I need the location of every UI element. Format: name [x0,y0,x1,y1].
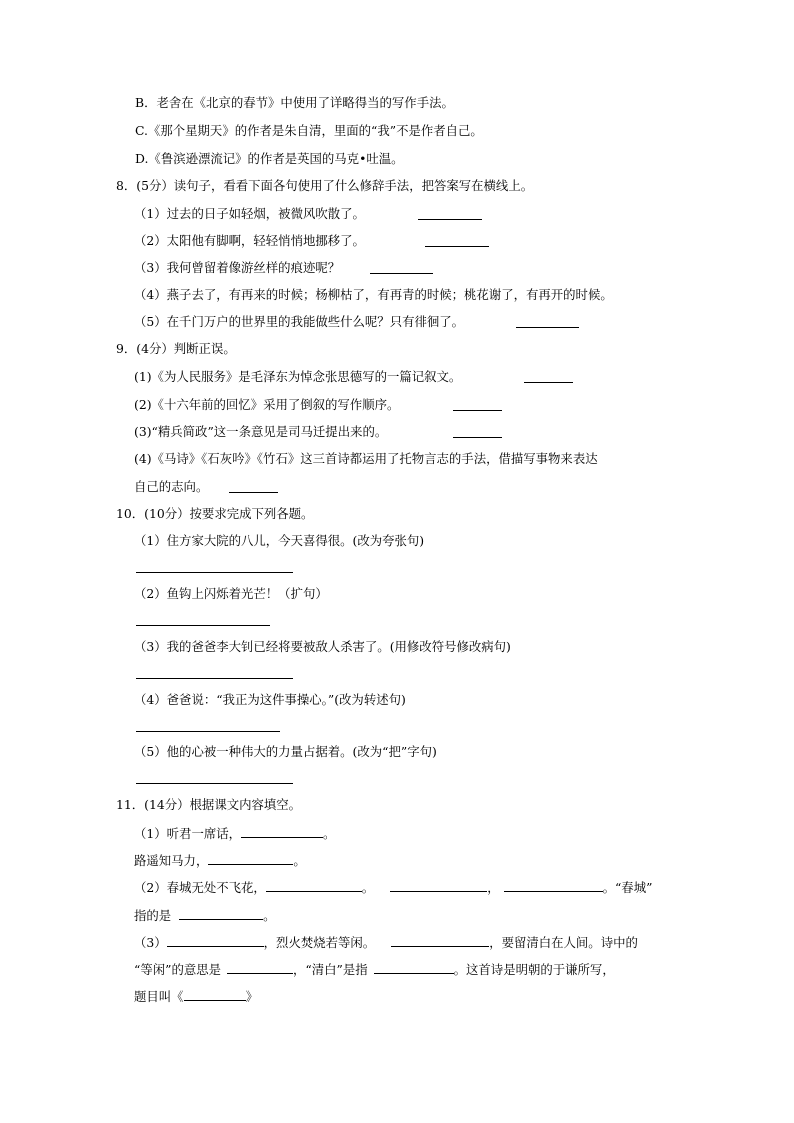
q11-text: 题目叫《 [134,989,184,1004]
q11-title: 11．(14分）根据课文内容填空。 [116,797,302,812]
q9-answer-2[interactable] [453,410,502,411]
q10-answer-2[interactable] [136,625,270,626]
q7-option-c: C.《那个星期天》的作者是朱自清，里面的“我”不是作者自己。 [135,123,483,138]
q7-option-d: D.《鲁滨逊漂流记》的作者是英国的马克•吐温。 [135,151,404,166]
q11-line-3 [134,880,652,894]
q9-item-1: (1)《为人民服务》是毛泽东为悼念张思德写的一篇记叙文。 [134,369,462,384]
q11-blank-7[interactable] [167,935,264,947]
q9-answer-3[interactable] [453,437,502,438]
q8-item-4: （4）燕子去了，有再来的时候；杨柳枯了，有再青的时候；桃花谢了，有再开的时候。 [134,287,613,302]
q11-blank-9[interactable] [227,962,293,974]
q9-answer-4[interactable] [229,492,278,493]
q9-item-2: (2)《十六年前的回忆》采用了倒叙的写作顺序。 [134,397,400,412]
q10-item-3: （3）我的爸爸李大钊已经将要被敌人杀害了。(用修改符号修改病句) [134,639,511,654]
q11-text: ，要留清白在人间。诗中的 [489,935,638,950]
q8-item-5: （5）在千门万户的世界里的我能做些什么呢？只有徘徊了。 [134,314,465,329]
q10-answer-4[interactable] [136,731,280,732]
q11-line-4 [134,908,276,922]
q11-line-6 [134,962,615,976]
q10-item-2: （2）鱼钩上闪烁着光芒！（扩句） [134,586,328,601]
q11-text: ， [487,880,500,895]
q9-item-4-cont: 自己的志向。 [134,479,209,494]
q11-text: 。这首诗是明朝的于谦所写， [453,962,615,977]
q11-text: 。 [323,826,336,841]
q11-blank-11[interactable] [184,989,246,1001]
q11-text: 。 [263,908,276,923]
q11-text: “等闲”的意思是 [134,962,222,977]
q11-text: （1）听君一席话， [134,826,242,841]
q11-blank-1[interactable] [241,826,323,838]
q11-text: 。“春城” [602,880,653,895]
q9-answer-1[interactable] [524,382,573,383]
q11-text: ，“清白”是指 [293,962,368,977]
q11-line-1 [134,826,335,840]
q8-title: 8．(5分）读句子，看看下面各句使用了什么修辞手法，把答案写在横线上。 [116,178,534,193]
q11-blank-6[interactable] [179,908,263,920]
q8-item-1: （1）过去的日子如轻烟，被微风吹散了。 [134,206,365,221]
q8-answer-2[interactable] [425,246,489,247]
q9-item-3: (3)“精兵简政”这一条意见是司马迁提出来的。 [134,424,388,439]
q11-text: 指的是 [134,908,172,923]
q8-answer-5[interactable] [516,327,579,328]
q10-title: 10．(10分）按要求完成下列各题。 [116,506,314,521]
q11-line-5 [134,935,638,949]
q7-option-b: B．老舍在《北京的春节》中使用了详略得当的写作手法。 [135,95,454,110]
q11-line-2 [134,853,306,867]
q8-answer-1[interactable] [418,219,482,220]
q11-text: ，烈火焚烧若等闲。 [263,935,376,950]
q11-text: （3） [134,935,167,950]
q11-blank-5[interactable] [504,880,603,892]
q11-blank-8[interactable] [391,935,489,947]
q9-item-4: (4)《马诗》《石灰吟》《竹石》这三首诗都运用了托物言志的手法，借描写事物来表达 [134,451,598,466]
q11-blank-4[interactable] [390,880,487,892]
q8-item-3: （3）我何曾留着像游丝样的痕迹呢？ [134,260,341,275]
q11-line-7 [134,989,258,1003]
q10-answer-3[interactable] [136,678,293,679]
q11-blank-2[interactable] [208,853,293,865]
q9-title: 9．(4分）判断正误。 [116,341,236,356]
q11-text: 。 [293,853,306,868]
q11-text: 路遥知马力， [134,853,209,868]
q10-answer-1[interactable] [136,572,293,573]
q10-item-5: （5）他的心被一种伟大的力量占据着。(改为“把”字句) [134,744,437,759]
q11-text: 。 [361,880,375,895]
q8-item-2: （2）太阳他有脚啊，轻轻悄悄地挪移了。 [134,233,365,248]
q11-blank-3[interactable] [266,880,362,892]
q11-text: （2）春城无处不飞花， [134,880,266,895]
q10-item-4: （4）爸爸说：“我正为这件事操心。”(改为转述句) [134,692,406,707]
q11-blank-10[interactable] [374,962,454,974]
q8-answer-3[interactable] [370,273,433,274]
q11-text: 》 [245,989,258,1004]
q10-item-1: （1）住方家大院的八儿，今天喜得很。(改为夸张句) [134,533,425,548]
q10-answer-5[interactable] [136,783,293,784]
